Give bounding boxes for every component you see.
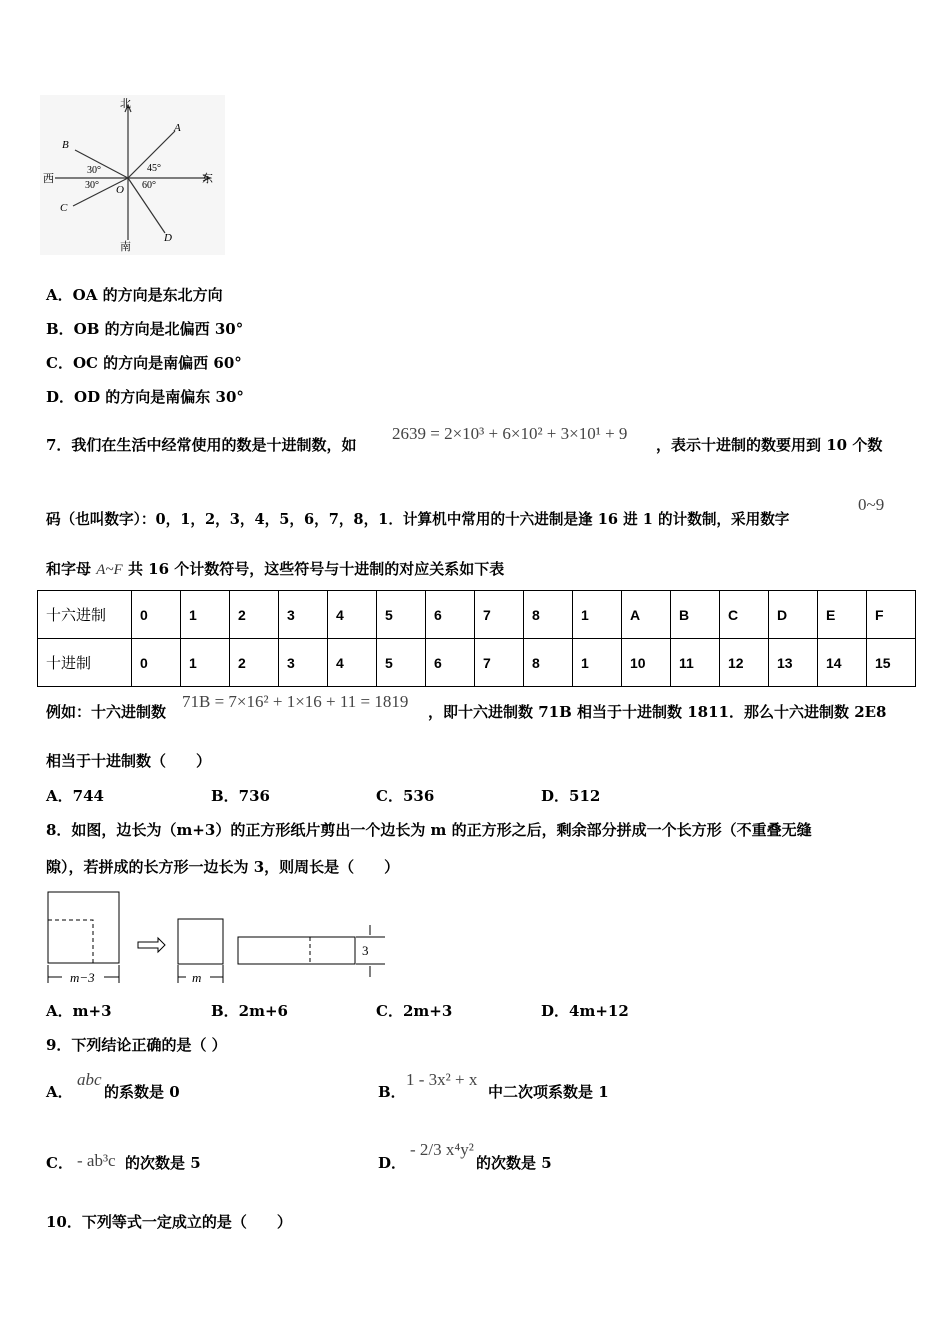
south-label: 南 (120, 241, 131, 253)
table-cell: 3 (279, 639, 328, 687)
q9-d-text: 的次数是 5 (476, 1154, 552, 1172)
point-c-label: C (60, 202, 68, 214)
q8-option-b[interactable]: B．2m+6 (211, 1002, 288, 1020)
table-row-decimal (38, 639, 916, 687)
north-label: 北 (120, 98, 131, 110)
q7-text: 码（也叫数字）：0，1，2，3，4，5，6，7，8，1．计算机中常用的十六进制是逢 16 进 1 的计数制，采用数字 (46, 511, 790, 528)
table-cell: 1 (181, 639, 230, 687)
q9-c-expr: - ab³c (77, 1151, 116, 1170)
q6-option-a[interactable]: A．OA 的方向是东北方向 (46, 286, 223, 304)
west-label: 西 (43, 173, 54, 185)
table-cell: 11 (671, 639, 720, 687)
table-cell: 0 (132, 639, 181, 687)
table-cell: 2 (230, 591, 279, 639)
table-cell: 10 (622, 639, 671, 687)
q7-range-digits: 0~9 (858, 495, 885, 514)
east-label: 东 (202, 173, 213, 185)
option-label: C． (46, 1154, 73, 1172)
option-label: A． (46, 1083, 73, 1101)
table-cell: 13 (769, 639, 818, 687)
q8-option-d[interactable]: D．4m+12 (541, 1002, 629, 1020)
table-cell: A (622, 591, 671, 639)
q7-text: 7．我们在生活中经常使用的数是十进制数，如 (46, 436, 357, 454)
compass-diagram (40, 95, 225, 255)
table-cell: 4 (328, 639, 377, 687)
table-cell: 2 (230, 639, 279, 687)
q6-option-b[interactable]: B．OB 的方向是北偏西 30° (46, 320, 244, 338)
table-cell: 7 (475, 639, 524, 687)
table-cell: F (867, 591, 916, 639)
point-d-label: D (164, 232, 172, 244)
label-m-minus-3: m−3 (70, 970, 95, 985)
q7-range-letters: A~F (96, 562, 123, 578)
q9-option-c[interactable] (46, 1153, 73, 1173)
q8-figure (40, 885, 390, 990)
row-header: 十六进制 (38, 591, 132, 639)
q7-text (46, 559, 504, 580)
point-b-label: B (62, 139, 69, 151)
table-cell: D (769, 591, 818, 639)
table-cell: 0 (132, 591, 181, 639)
q9-b-text: 中二次项系数是 1 (488, 1083, 609, 1101)
q9-a-expr: abc (77, 1070, 102, 1089)
table-cell: 5 (377, 591, 426, 639)
table-cell: 6 (426, 639, 475, 687)
label-3: 3 (362, 943, 369, 958)
q7-formula-example: 71B = 7×16² + 1×16 + 11 = 1819 (182, 692, 409, 711)
hex-decimal-table (37, 590, 916, 687)
q9-option-b[interactable] (378, 1082, 406, 1102)
q9-option-a[interactable] (46, 1082, 73, 1102)
option-label: D． (378, 1154, 407, 1172)
table-cell: 6 (426, 591, 475, 639)
angle-label: 30° (87, 165, 101, 176)
row-header: 十进制 (38, 639, 132, 687)
angle-label: 60° (142, 180, 156, 191)
q7-formula: 2639 = 2×10³ + 6×10² + 3×10¹ + 9 (392, 424, 628, 443)
table-cell: 7 (475, 591, 524, 639)
q9-stem: 9．下列结论正确的是（ ） (46, 1036, 227, 1054)
table-cell: 4 (328, 591, 377, 639)
q8-option-c[interactable]: C．2m+3 (376, 1002, 453, 1020)
table-cell: 14 (818, 639, 867, 687)
table-cell: 1 (573, 639, 622, 687)
table-cell: 15 (867, 639, 916, 687)
point-o-label: O (116, 184, 124, 196)
q7-option-c[interactable]: C．536 (376, 787, 435, 805)
q7-text-part: 共 16 个计数符号，这些符号与十进制的对应关系如下表 (127, 560, 505, 578)
q7-text: 相当于十进制数（ ） (46, 752, 212, 770)
table-row-hex (38, 591, 916, 639)
q8-text: 隙），若拼成的长方形一边长为 3，则周长是（ ） (46, 858, 400, 876)
point-a-label: A (174, 122, 181, 134)
q9-option-d[interactable] (378, 1153, 406, 1173)
table-cell: 12 (720, 639, 769, 687)
table-cell: 8 (524, 591, 573, 639)
q9-c-text: 的次数是 5 (125, 1154, 201, 1172)
q7-text-part: 和字母 (46, 560, 92, 578)
q9-a-text: 的系数是 0 (104, 1083, 180, 1101)
label-m: m (192, 970, 202, 985)
q6-option-c[interactable]: C．OC 的方向是南偏西 60° (46, 354, 242, 372)
q8-option-a[interactable]: A．m+3 (46, 1002, 112, 1020)
q7-text: ，即十六进制数 71B 相当于十进制数 1811．那么十六进制数 2E8 (428, 703, 887, 721)
q7-option-d[interactable]: D．512 (541, 787, 601, 805)
table-cell: E (818, 591, 867, 639)
table-cell: B (671, 591, 720, 639)
q9-b-expr: 1 - 3x² + x (406, 1070, 478, 1089)
table-cell: 3 (279, 591, 328, 639)
q8-text: 8．如图，边长为（m+3）的正方形纸片剪出一个边长为 m 的正方形之后，剩余部分拼成一个长方形（不重叠无缝 (46, 821, 812, 839)
q7-text: ，表示十进制的数要用到 10 个数 (656, 436, 883, 454)
table-cell: 8 (524, 639, 573, 687)
q9-d-expr: - 2/3 x⁴y² (410, 1140, 474, 1159)
table-cell: C (720, 591, 769, 639)
q7-option-b[interactable]: B．736 (211, 787, 270, 805)
q6-option-d[interactable]: D．OD 的方向是南偏东 30° (46, 388, 244, 406)
q7-text: 例如：十六进制数 (46, 703, 167, 721)
table-cell: 5 (377, 639, 426, 687)
q10-stem: 10．下列等式一定成立的是（ ） (46, 1213, 292, 1231)
table-cell: 1 (181, 591, 230, 639)
angle-label: 45° (147, 163, 161, 174)
angle-label: 30° (85, 180, 99, 191)
q7-option-a[interactable]: A．744 (46, 787, 104, 805)
table-cell: 1 (573, 591, 622, 639)
option-label: B． (378, 1083, 406, 1101)
